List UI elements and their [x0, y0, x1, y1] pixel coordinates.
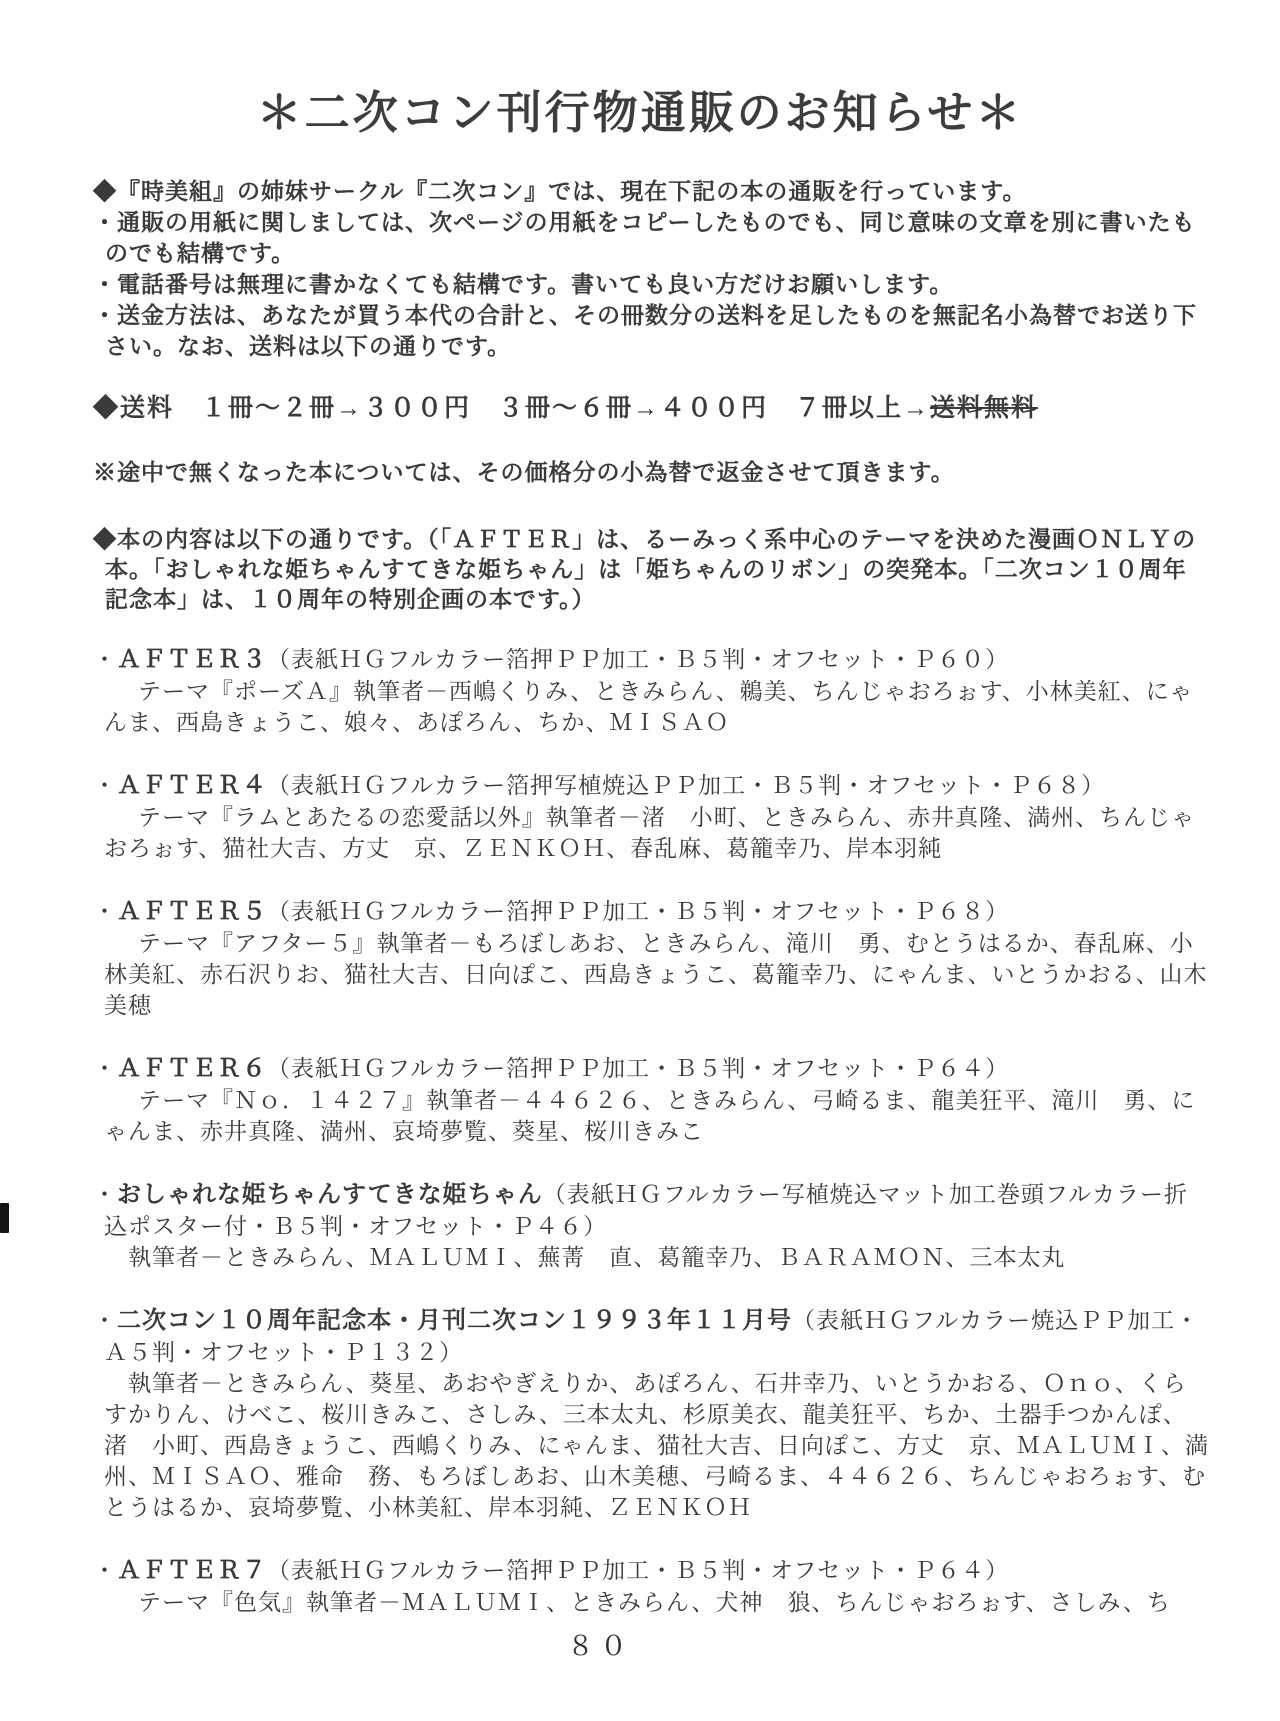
book-name: ＡＦＴＥＲ７ — [117, 1558, 267, 1584]
book-title-line — [93, 644, 1210, 676]
book-entry-after4 — [93, 770, 1210, 864]
contents-intro-section — [93, 524, 1210, 614]
bullet: ・ — [93, 647, 117, 672]
book-detail: 執筆者－ときみらん、ＭＡＬＵＭＩ、蕪菁 直、葛籠幸乃、ＢＡＲＡＭＯＮ、三本太丸 — [128, 1245, 1066, 1270]
book-detail: テーマ『色気』執筆者－ＭＡＬＵＭＩ、ときみらん、犬神 狼、ちんじゃおろぉす、さしみ、ち — [138, 1590, 1171, 1615]
book-name: 二次コン１０周年記念本・月刊二次コン１９９３年１１月号 — [117, 1308, 792, 1334]
bullet: ・ — [93, 773, 117, 798]
book-name: おしゃれな姫ちゃんすてきな姫ちゃん — [117, 1182, 543, 1208]
book-entry-after7 — [93, 1555, 1210, 1618]
book-title-line — [93, 1305, 1210, 1368]
page-number: ８０ — [567, 1631, 633, 1661]
bullet: ・ — [93, 1308, 117, 1333]
intro-heading: ◆『時美組』の姉妹サークル『二次コン』では、現在下記の本の通販を行っています。 — [93, 178, 1027, 204]
scan-artifact-mark — [0, 1203, 9, 1233]
book-name: ＡＦＴＥＲ３ — [117, 647, 267, 673]
book-entry-himechan — [93, 1179, 1210, 1273]
intro-item: ・送金方法は、あなたが買う本代の合計と、その冊数分の送料を足したものを無記名小為替でお送り下さい。なお、送料は以下の通りです。 — [93, 302, 1197, 359]
book-detail: テーマ『ポーズＡ』執筆者－西嶋くりみ、ときみらん、鵜美、ちんじゃおろぉす、小林美紅、にゃんま、西島きょうこ、娘々、あぽろん、ちか、ＭＩＳＡＯ — [104, 679, 1194, 735]
shipping-fee-line — [93, 390, 1210, 426]
book-spec: （表紙ＨＧフルカラー箔押ＰＰ加工・Ｂ５判・オフセット・Ｐ６４） — [267, 1056, 1010, 1081]
book-detail: テーマ『Ｎｏ．１４２７』執筆者－４４６２６、ときみらん、弓崎るま、龍美狂平、滝川 勇、にゃんま、赤井真隆、満州、哀埼夢覧、葵星、桜川きみこ — [104, 1088, 1196, 1144]
book-name: ＡＦＴＥＲ５ — [117, 899, 267, 925]
book-detail: テーマ『アフター５』執筆者－もろぼしあお、ときみらん、滝川 勇、むとうはるか、春乱麻、小林美紅、赤石沢りお、猫社大吉、日向ぽこ、西島きょうこ、葛籠幸乃、にゃんま、いとうかおる、山木美穂 — [104, 931, 1208, 1018]
intro-section — [93, 176, 1210, 362]
page-title: ＊二次コン刊行物通販のお知らせ＊ — [256, 88, 1024, 138]
book-spec: （表紙ＨＧフルカラー焼込ＰＰ加工・Ａ５判・オフセット・Ｐ１３２） — [104, 1308, 1200, 1365]
book-title-line — [93, 1179, 1210, 1242]
shipping-fee-text: ◆送料 １冊～２冊→３００円 ３冊～６冊→４００円 ７冊以上→ — [93, 394, 931, 422]
book-entry-10th-anniversary — [93, 1305, 1210, 1523]
intro-item: ・電話番号は無理に書かなくても結構です。書いても良い方だけお願いします。 — [93, 271, 954, 297]
book-spec: （表紙ＨＧフルカラー箔押写植焼込ＰＰ加工・Ｂ５判・オフセット・Ｐ６８） — [267, 773, 1106, 798]
book-title-line — [93, 896, 1210, 928]
book-spec: （表紙ＨＧフルカラー箔押ＰＰ加工・Ｂ５判・オフセット・Ｐ６４） — [267, 1558, 1010, 1583]
book-entry-after3 — [93, 644, 1210, 738]
contents-intro-text: ◆本の内容は以下の通りです。（「ＡＦＴＥＲ」は、るーみっく系中心のテーマを決めた漫画ＯＮＬＹの本。「おしゃれな姫ちゃんすてきな姫ちゃん」は「姫ちゃんのリボン」の突発本。「二次コン１０周年記念本」は、１０周年の特別企画の本です。） — [93, 526, 1197, 612]
book-title-line — [93, 770, 1210, 802]
book-list — [93, 644, 1210, 1618]
book-detail: 執筆者－ときみらん、葵星、あおやぎえりか、あぽろん、石井幸乃、いとうかおる、Ｏｎｏ、くらすかりん、けべこ、桜川きみこ、さしみ、三本太丸、杉原美衣、龍美狂平、ちか、土器手つかんぽ、渚 小町、西島きょうこ、西嶋くりみ、にゃんま、猫社大吉、日向ぽこ、方丈 京、ＭＡＬＵＭＩ、満州、ＭＩＳＡＯ、雅命 務、もろぼしあお、山木美穂、弓崎るま、４４６２６、ちんじゃおろぉす、むとうはるか、哀埼夢覧、小林美紅、岸本羽純、ＺＥＮＫＯＨ — [104, 1371, 1209, 1520]
shipping-free-struck-text: 送料無料 — [930, 394, 1039, 422]
shipping-fee-section — [93, 390, 1210, 426]
book-spec: （表紙ＨＧフルカラー箔押ＰＰ加工・Ｂ５判・オフセット・Ｐ６８） — [267, 899, 1010, 924]
book-entry-after5 — [93, 896, 1210, 1021]
book-entry-after6 — [93, 1053, 1210, 1147]
book-name: ＡＦＴＥＲ６ — [117, 1056, 267, 1082]
book-detail: テーマ『ラムとあたるの恋愛話以外』執筆者－渚 小町、ときみらん、赤井真隆、満州、ちんじゃおろぉす、猫社大吉、方丈 京、ＺＥＮＫＯＨ、春乱麻、葛籠幸乃、岸本羽純 — [104, 805, 1196, 861]
bullet: ・ — [93, 899, 117, 924]
bullet: ・ — [93, 1558, 117, 1583]
book-spec: （表紙ＨＧフルカラー写植焼込マット加工巻頭フルカラー折込ポスター付・Ｂ５判・オフセット・Ｐ４６） — [104, 1182, 1188, 1239]
book-title-line — [93, 1555, 1210, 1587]
refund-note-section — [93, 456, 1210, 489]
bullet: ・ — [93, 1182, 117, 1207]
bullet: ・ — [93, 1056, 117, 1081]
refund-note: ※途中で無くなった本については、その価格分の小為替で返金させて頂きます。 — [93, 459, 955, 485]
book-spec: （表紙ＨＧフルカラー箔押ＰＰ加工・Ｂ５判・オフセット・Ｐ６０） — [267, 647, 1010, 672]
book-title-line — [93, 1053, 1210, 1085]
book-name: ＡＦＴＥＲ４ — [117, 773, 267, 799]
intro-item: ・通販の用紙に関しましては、次ページの用紙をコピーしたものでも、同じ意味の文章を別に書いたものでも結構です。 — [93, 209, 1196, 266]
